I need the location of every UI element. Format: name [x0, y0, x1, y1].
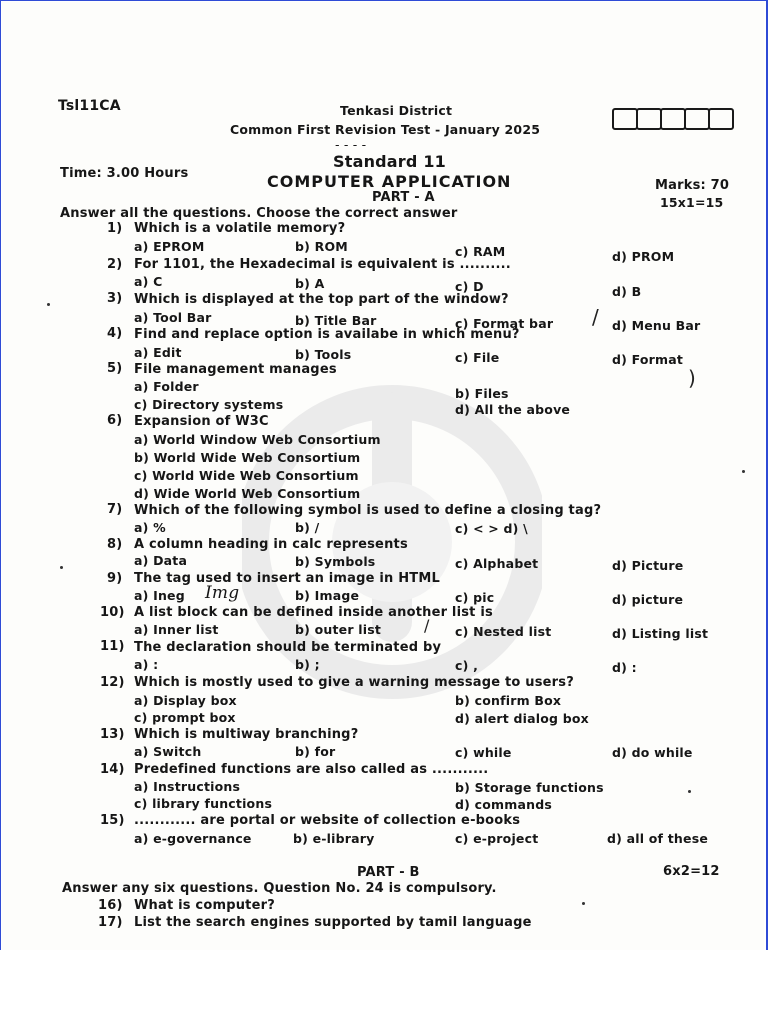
option-a: a) Data — [134, 553, 188, 568]
question-number: 10) — [100, 605, 125, 620]
option-a: a) Folder — [134, 379, 199, 394]
option-c: c) , — [455, 658, 479, 673]
option-c: c) prompt box — [134, 710, 236, 725]
option-c: c) < > d) \ — [455, 521, 528, 536]
option-b: b) Symbols — [295, 554, 376, 569]
option-a: a) Inner list — [134, 622, 219, 637]
option-c: c) Format bar — [455, 316, 554, 331]
option-d: d) Listing list — [612, 626, 709, 641]
option-d: d) picture — [612, 592, 684, 607]
question-text: Which is a volatile memory? — [134, 221, 346, 236]
standard-title: Standard 11 — [333, 152, 446, 171]
question-number: 13) — [100, 727, 125, 742]
option-b: b) for — [295, 744, 336, 759]
question-number: 5) — [107, 361, 123, 376]
option-a: a) e-governance — [134, 831, 252, 846]
option-a: a) World Window Web Consortium — [134, 432, 381, 447]
part-a-instruction: Answer all the questions. Choose the correct answer — [60, 206, 458, 221]
option-d: d) : — [612, 660, 637, 675]
question-text: Which is multiway branching? — [134, 727, 359, 742]
option-c: c) World Wide Web Consortium — [134, 468, 359, 483]
option-d: d) Wide World Web Consortium — [134, 486, 361, 501]
option-b: b) / — [295, 520, 320, 535]
question-text: Find and replace option is availabe in which menu? — [134, 327, 520, 342]
exam-title: Common First Revision Test - January 2025 — [230, 122, 541, 137]
option-a: a) C — [134, 274, 163, 289]
option-b: b) World Wide Web Consortium — [134, 450, 361, 465]
option-c: c) Alphabet — [455, 556, 539, 571]
option-d: d) all of these — [607, 831, 709, 846]
reg-box — [660, 108, 686, 130]
option-d: d) commands — [455, 797, 552, 812]
question-number: 14) — [100, 762, 125, 777]
question-paper — [2, 2, 764, 950]
part-a-marks: 15x1=15 — [660, 195, 724, 210]
question-text: What is computer? — [134, 898, 275, 913]
question-text: The tag used to insert an image in HTML — [134, 571, 440, 586]
option-a: a) Ineg — [134, 588, 185, 603]
question-number: 11) — [100, 639, 125, 654]
part-a-title: PART - A — [372, 190, 435, 205]
district-title: Tenkasi District — [340, 103, 453, 118]
option-c: c) D — [455, 279, 484, 294]
option-a: a) Display box — [134, 693, 237, 708]
reg-box — [684, 108, 710, 130]
option-d: d) PROM — [612, 249, 675, 264]
option-c: c) while — [455, 745, 512, 760]
subject-title: COMPUTER APPLICATION — [267, 172, 512, 191]
option-c: c) pic — [455, 590, 495, 605]
register-number-boxes — [612, 108, 732, 130]
option-d: d) Menu Bar — [612, 318, 701, 333]
part-b-title: PART - B — [357, 865, 420, 880]
scan-speck — [742, 470, 745, 473]
handwritten-answer: Img — [205, 583, 240, 603]
question-text: Which of the following symbol is used to define a closing tag? — [134, 503, 602, 518]
question-text: Predefined functions are also called as ........... — [134, 762, 489, 777]
option-b: b) Storage functions — [455, 780, 604, 795]
option-c: c) RAM — [455, 244, 506, 259]
question-number: 3) — [107, 291, 123, 306]
reg-box — [612, 108, 638, 130]
option-a: a) : — [134, 657, 159, 672]
question-number: 16) — [98, 898, 123, 913]
option-c: c) e-project — [455, 831, 539, 846]
time-label: Time: 3.00 Hours — [60, 166, 189, 181]
pen-mark: ) — [688, 366, 696, 390]
option-c: c) File — [455, 350, 500, 365]
question-text: A list block can be defined inside another list is — [134, 605, 493, 620]
part-b-marks: 6x2=12 — [663, 864, 720, 879]
option-c: c) Nested list — [455, 624, 552, 639]
hyphen-marks: - - - - — [335, 137, 367, 152]
option-b: b) ROM — [295, 239, 348, 254]
option-a: a) Edit — [134, 345, 182, 360]
blank-area — [0, 950, 768, 1024]
question-number: 15) — [100, 813, 125, 828]
option-b: b) Files — [455, 386, 509, 401]
question-text: The declaration should be terminated by — [134, 640, 442, 655]
pen-mark: / — [424, 616, 430, 635]
question-text: File management manages — [134, 362, 337, 377]
question-number: 1) — [107, 221, 123, 236]
question-text: Which is displayed at the top part of the window? — [134, 292, 509, 307]
option-b: b) Image — [295, 588, 360, 603]
question-text: Which is mostly used to give a warning message to users? — [134, 675, 574, 690]
option-a: a) EPROM — [134, 239, 205, 254]
scan-speck — [47, 303, 50, 306]
question-text: Expansion of W3C — [134, 414, 269, 429]
question-text: For 1101, the Hexadecimal is equivalent is .......... — [134, 257, 511, 272]
option-b: b) Title Bar — [295, 313, 377, 328]
option-d: d) alert dialog box — [455, 711, 589, 726]
scan-speck — [60, 566, 63, 569]
scan-speck — [688, 790, 691, 793]
reg-box — [708, 108, 734, 130]
question-number: 17) — [98, 915, 123, 930]
question-number: 6) — [107, 413, 123, 428]
option-a: a) Instructions — [134, 779, 241, 794]
question-number: 2) — [107, 257, 123, 272]
question-text: ............ are portal or website of collection e-books — [134, 813, 521, 828]
option-b: b) ; — [295, 657, 320, 672]
question-number: 7) — [107, 502, 123, 517]
option-c: c) Directory systems — [134, 397, 284, 412]
option-a: a) % — [134, 520, 166, 535]
option-d: d) All the above — [455, 402, 571, 417]
paper-code: Tsl11CA — [58, 98, 121, 114]
option-b: b) Tools — [295, 347, 352, 362]
scan-speck — [582, 902, 585, 905]
option-d: d) do while — [612, 745, 693, 760]
option-d: d) Picture — [612, 558, 684, 573]
option-c: c) library functions — [134, 796, 273, 811]
question-number: 12) — [100, 675, 125, 690]
option-d: d) B — [612, 284, 642, 299]
option-d: d) Format — [612, 352, 684, 367]
option-a: a) Tool Bar — [134, 310, 212, 325]
question-text: List the search engines supported by tamil language — [134, 915, 532, 930]
question-number: 9) — [107, 571, 123, 586]
question-text: A column heading in calc represents — [134, 537, 408, 552]
option-a: a) Switch — [134, 744, 202, 759]
option-b: b) A — [295, 276, 325, 291]
question-number: 8) — [107, 537, 123, 552]
option-b: b) confirm Box — [455, 693, 562, 708]
option-b: b) outer list — [295, 622, 382, 637]
total-marks: Marks: 70 — [655, 178, 730, 193]
part-b-instruction: Answer any six questions. Question No. 24 is compulsory. — [62, 881, 497, 896]
option-b: b) e-library — [293, 831, 375, 846]
pen-mark: / — [592, 305, 599, 329]
question-number: 4) — [107, 326, 123, 341]
reg-box — [636, 108, 662, 130]
